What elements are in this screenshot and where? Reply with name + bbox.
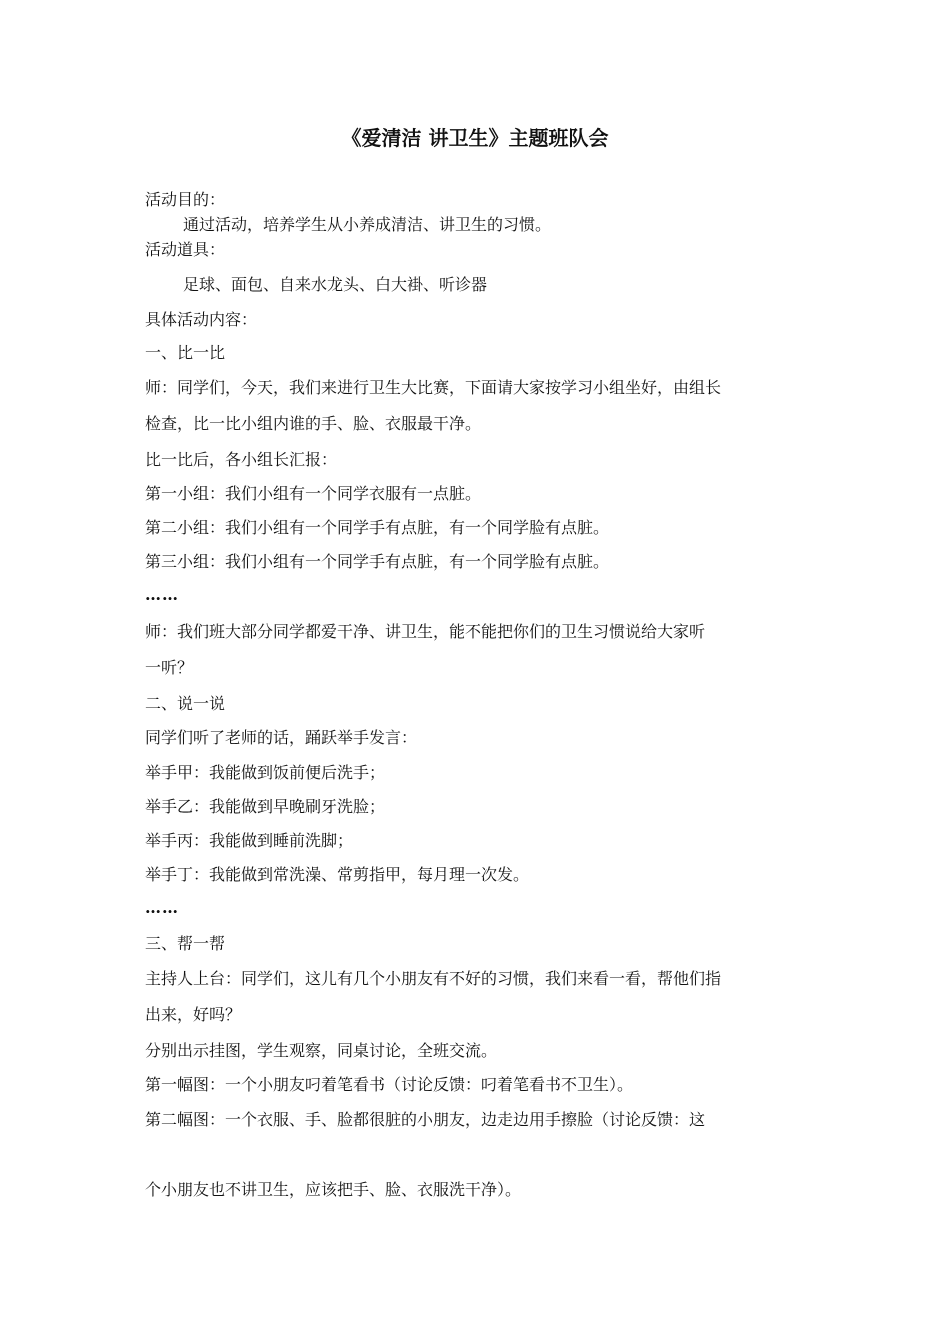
content-label: 具体活动内容： <box>145 310 258 329</box>
props-label: 活动道具： <box>145 240 226 259</box>
paragraph: 师：同学们，今天，我们来进行卫生大比赛，下面请大家按学习小组坐好，由组长 <box>145 378 722 397</box>
paragraph: 第一小组：我们小组有一个同学衣服有一点脏。 <box>145 484 482 503</box>
paragraph: 师：我们班大部分同学都爱干净、讲卫生，能不能把你们的卫生习惯说给大家听 <box>145 622 706 641</box>
paragraph: 第三小组：我们小组有一个同学手有点脏，有一个同学脸有点脏。 <box>145 552 610 571</box>
paragraph: 第二小组：我们小组有一个同学手有点脏，有一个同学脸有点脏。 <box>145 518 610 537</box>
paragraph: 个小朋友也不讲卫生，应该把手、脸、衣服洗干净）。 <box>145 1180 522 1199</box>
section1-heading: 一、比一比 <box>145 343 226 362</box>
section3-heading: 三、帮一帮 <box>145 934 226 953</box>
paragraph: 举手丙：我能做到睡前洗脚； <box>145 831 354 850</box>
paragraph: 检查，比一比小组内谁的手、脸、衣服最干净。 <box>145 414 482 433</box>
paragraph: 主持人上台：同学们，这儿有几个小朋友有不好的习惯，我们来看一看，帮他们指 <box>145 969 722 988</box>
ellipsis: …… <box>145 898 179 917</box>
purpose-label: 活动目的： <box>145 190 226 209</box>
paragraph: 举手乙：我能做到早晚刷牙洗脸； <box>145 797 386 816</box>
section2-heading: 二、说一说 <box>145 694 226 713</box>
ellipsis: …… <box>145 585 179 604</box>
paragraph: 分别出示挂图，学生观察，同桌讨论，全班交流。 <box>145 1041 498 1060</box>
paragraph: 举手丁：我能做到常洗澡、常剪指甲，每月理一次发。 <box>145 865 530 884</box>
paragraph: 第一幅图：一个小朋友叼着笔看书（讨论反馈：叼着笔看书不卫生）。 <box>145 1075 634 1094</box>
paragraph: 举手甲：我能做到饭前便后洗手； <box>145 763 386 782</box>
document-title: 《爱清洁 讲卫生》主题班队会 <box>341 126 609 150</box>
purpose-text: 通过活动，培养学生从小养成清洁、讲卫生的习惯。 <box>183 215 552 234</box>
paragraph: 一听？ <box>145 658 194 677</box>
paragraph: 同学们听了老师的话，踊跃举手发言： <box>145 728 418 747</box>
paragraph: 出来，好吗？ <box>145 1005 242 1024</box>
props-text: 足球、面包、自来水龙头、白大褂、听诊器 <box>183 275 488 294</box>
paragraph: 比一比后，各小组长汇报： <box>145 450 338 469</box>
paragraph: 第二幅图：一个衣服、手、脸都很脏的小朋友，边走边用手擦脸（讨论反馈：这 <box>145 1110 706 1129</box>
